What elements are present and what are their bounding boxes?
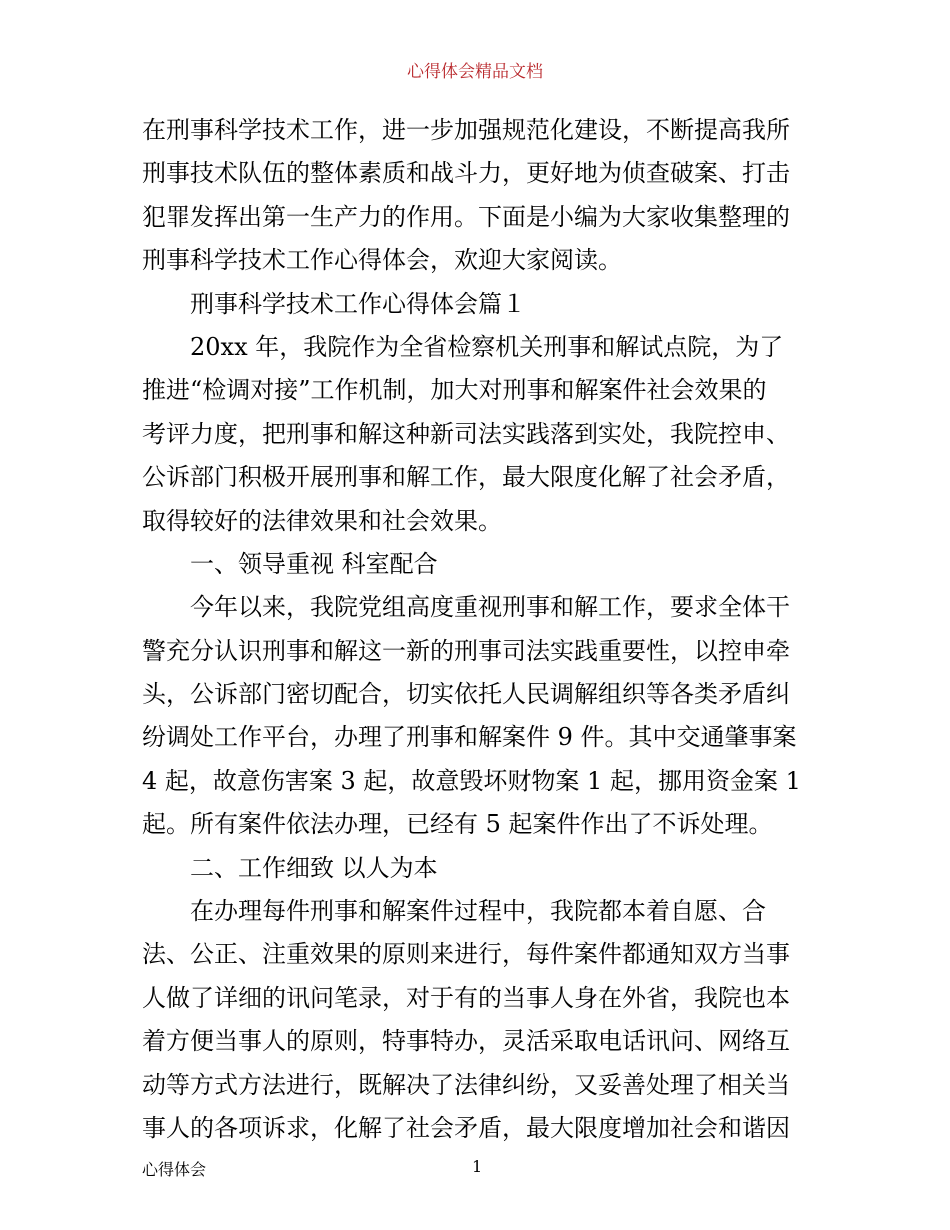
text-line: 动等方式方法进行，既解决了法律纠纷，又妥善处理了相关当 [142, 1070, 790, 1099]
text-line: 一、领导重视 科室配合 [190, 549, 438, 578]
header-title: 心得体会精品文档 [407, 62, 543, 82]
footer-label: 心得体会 [142, 1160, 207, 1179]
text-line: 取得较好的法律效果和社会效果。 [142, 506, 502, 535]
text-line: 二、工作细致 以人为本 [190, 853, 438, 882]
text-line: 事人的各项诉求，化解了社会矛盾，最大限度增加社会和谐因 [142, 1113, 790, 1142]
text-line: 今年以来，我院党组高度重视刑事和解工作，要求全体干 [190, 593, 790, 622]
text-line: 刑事技术队伍的整体素质和战斗力，更好地为侦查破案、打击 [142, 159, 790, 188]
text-line: 法、公正、注重效果的原则来进行，每件案件都通知双方当事 [142, 940, 790, 969]
text-line: 公诉部门积极开展刑事和解工作，最大限度化解了社会矛盾， [142, 463, 790, 492]
text-line: 推进“检调对接”工作机制，加大对刑事和解案件社会效果的 [142, 376, 767, 405]
text-line: 起。所有案件依法办理，已经有 5 起案件作出了不诉处理。 [142, 810, 773, 839]
text-line: 人做了详细的讯问笔录，对于有的当事人身在外省，我院也本 [142, 983, 790, 1012]
text-line: 刑事科学技术工作心得体会，欢迎大家阅读。 [142, 246, 622, 275]
document-body [142, 109, 822, 1150]
text-line: 头，公诉部门密切配合，切实依托人民调解组织等各类矛盾纠 [142, 680, 790, 709]
text-line: 刑事科学技术工作心得体会篇１ [190, 289, 526, 318]
text-line: 纷调处工作平台，办理了刑事和解案件 9 件。其中交通肇事案 [142, 723, 797, 752]
text-line: 20xx 年，我院作为全省检察机关刑事和解试点院，为了 [190, 332, 784, 361]
text-line: 犯罪发挥出第一生产力的作用。下面是小编为大家收集整理的 [142, 202, 790, 231]
text-line: 警充分认识刑事和解这一新的刑事司法实践重要性，以控申牵 [142, 636, 790, 665]
text-line: 在办理每件刑事和解案件过程中，我院都本着自愿、合 [190, 897, 766, 926]
page-number: 1 [472, 1157, 483, 1176]
text-line: 在刑事科学技术工作，进一步加强规范化建设，不断提高我所 [142, 116, 790, 144]
text-line: 4 起，故意伤害案 3 起，故意毁坏财物案 1 起，挪用资金案 1 [142, 766, 801, 795]
text-line: 着方便当事人的原则，特事特办，灵活采取电话讯问、网络互 [142, 1027, 790, 1056]
text-line: 考评力度，把刑事和解这种新司法实践落到实处，我院控申、 [142, 419, 790, 448]
